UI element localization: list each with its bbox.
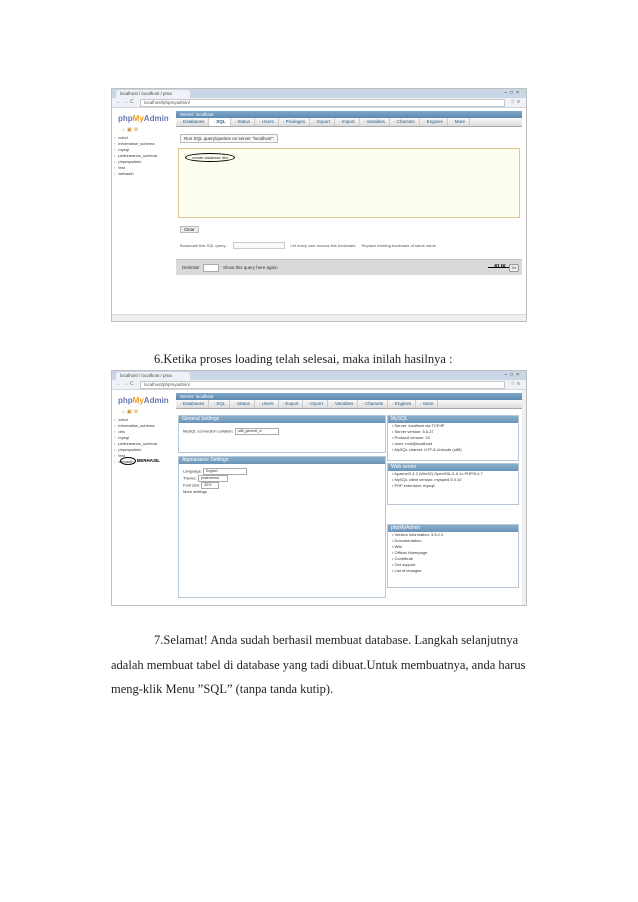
menu-tab[interactable]: ▫ Charsets: [390, 118, 420, 126]
database-item[interactable]: ▪ performance_schema: [114, 441, 176, 447]
info-item[interactable]: • Get support: [388, 562, 518, 568]
info-item: • Protocol version: 10: [388, 435, 518, 441]
info-item: • MySQL charset: UTF-8 Unicode (utf8): [388, 447, 518, 453]
general-settings-panel: [178, 415, 386, 453]
phpmyadmin-window: [112, 390, 526, 605]
menu-tab[interactable]: ▫ Variables: [360, 118, 390, 126]
berhasil-annotation: BERHASIL: [120, 457, 160, 465]
language-row: Language: English: [179, 468, 385, 475]
menu-tab[interactable]: ▫ Status: [230, 400, 255, 408]
appearance-settings-panel: [178, 456, 386, 598]
panel-title: General Settings: [179, 416, 385, 423]
database-item[interactable]: ▪ information_schema: [114, 141, 176, 147]
home-icon[interactable]: ⌂▣⚙: [122, 127, 141, 133]
database-item[interactable]: ▪ phpmyadmin: [114, 447, 176, 453]
go-button[interactable]: Go: [509, 264, 519, 272]
sql-query-text: create database dhs: [185, 153, 235, 162]
window-controls[interactable]: –□×: [504, 90, 522, 96]
main-panel: [176, 390, 522, 605]
database-item[interactable]: ▪ dhs: [114, 429, 176, 435]
menu-tab[interactable]: ▫ SQL: [209, 118, 230, 126]
menu-tab[interactable]: ▫ Import: [335, 118, 360, 126]
info-item: • Apache/2.4.3 (Win32) OpenSSL/1.0.1c PHP/5.4.7: [388, 471, 518, 477]
url-field[interactable]: localhost/phpmyadmin/: [140, 381, 505, 389]
menu-tab[interactable]: ▫ Engines: [388, 400, 416, 408]
menu-tab[interactable]: ▫ Privileges: [279, 118, 310, 126]
vertical-scrollbar[interactable]: [522, 390, 526, 605]
phpmyadmin-window: [112, 108, 526, 321]
info-item[interactable]: • Wiki: [388, 544, 518, 550]
info-item[interactable]: • Documentation: [388, 538, 518, 544]
info-item[interactable]: • Version information: 3.5.2.2: [388, 532, 518, 538]
nav-icons[interactable]: ←→C: [116, 381, 136, 387]
navigation-panel: [112, 108, 176, 321]
menu-tab[interactable]: ▫ Engines: [420, 118, 448, 126]
database-item[interactable]: ▪ webauth: [114, 459, 176, 465]
bookmark-label: Bookmark this SQL query:: [180, 243, 227, 248]
language-select[interactable]: English: [203, 468, 247, 475]
info-item: • Server version: 5.5.27: [388, 429, 518, 435]
address-bar: [112, 380, 526, 390]
menu-icon[interactable]: ☆≡: [510, 381, 522, 387]
step-6-text: 6.Ketika proses loading telah selesai, maka inilah hasilnya :: [154, 352, 453, 366]
show-query-label[interactable]: Show this query here again: [223, 265, 278, 270]
collation-select[interactable]: utf8_general_ci: [235, 428, 279, 435]
screenshot-home-page: [111, 370, 527, 606]
browser-tab-strip: [112, 89, 526, 98]
info-item: • MySQL client version: mysqlnd 5.0.10: [388, 477, 518, 483]
url-field[interactable]: localhost/phpmyadmin/: [140, 99, 505, 107]
font-size-select[interactable]: 82%: [201, 482, 219, 489]
menu-tab[interactable]: ▫ More: [416, 400, 438, 408]
menu-tab[interactable]: ▫ SQL: [209, 400, 230, 408]
top-menu: [176, 400, 522, 409]
sql-heading: Run SQL query/queries on server "localhost":: [180, 134, 278, 143]
bookmark-options: [180, 242, 522, 249]
menu-tab[interactable]: ▫ Import: [303, 400, 328, 408]
browser-tab-strip: [112, 371, 526, 380]
database-item[interactable]: ▪ phpmyadmin: [114, 159, 176, 165]
panel-title: Appearance Settings: [179, 457, 385, 464]
web-server-info-list: [388, 471, 518, 489]
database-item[interactable]: ▪ test: [114, 165, 176, 171]
step-7-line-3: meng-klik Menu ”SQL” (tanpa tanda kutip).: [111, 682, 334, 696]
menu-tab[interactable]: ▫ Charsets: [358, 400, 388, 408]
database-item[interactable]: ▪ mysql: [114, 435, 176, 441]
database-item[interactable]: ▪ cdcol: [114, 417, 176, 423]
web-server-panel: [387, 463, 519, 505]
highlight-oval: [120, 457, 136, 465]
panel-title: phpMyAdmin: [388, 525, 518, 532]
menu-tab[interactable]: ▫ More: [448, 118, 470, 126]
database-item[interactable]: ▪ mysql: [114, 147, 176, 153]
address-bar: [112, 98, 526, 108]
menu-tab[interactable]: ▫ Databases: [176, 400, 209, 408]
collation-label: MySQL connection collation:: [183, 428, 234, 434]
phpmyadmin-info-list: [388, 532, 518, 574]
main-panel: [176, 108, 522, 321]
menu-tab[interactable]: ▫ Export: [279, 400, 304, 408]
replace-checkbox-label[interactable]: Replace existing bookmark of same name: [361, 243, 436, 248]
more-settings-link[interactable]: More settings: [183, 489, 208, 494]
horizontal-scrollbar[interactable]: [112, 314, 526, 321]
nav-icons[interactable]: ←→C: [116, 99, 136, 105]
clear-button[interactable]: Clear: [180, 226, 199, 233]
phpmyadmin-logo: phpMyAdmin: [118, 114, 169, 123]
browser-tab[interactable]: localhost / localhost / pma: [116, 372, 190, 380]
step-7-line-2: adalah membuat tabel di database yang tadi dibuat.Untuk membuatnya, anda harus: [111, 658, 526, 672]
menu-tab[interactable]: ▫ Users: [255, 400, 279, 408]
arrow-icon: [488, 267, 510, 268]
menu-tab[interactable]: ▫ Users: [255, 118, 279, 126]
database-list: [114, 135, 176, 177]
menu-tab[interactable]: ▫ Variables: [328, 400, 358, 408]
query-footer: [176, 259, 522, 275]
mysql-panel: [387, 415, 519, 461]
sql-editor[interactable]: [178, 148, 520, 218]
theme-select[interactable]: pmahomme: [198, 475, 228, 482]
database-item[interactable]: ▪ webauth: [114, 171, 176, 177]
font-size-row: Font size: 82%: [179, 482, 385, 489]
database-item[interactable]: ▪ cdcol: [114, 135, 176, 141]
phpmyadmin-panel: [387, 524, 519, 588]
delimiter-label: Delimiter: [182, 265, 200, 270]
database-item[interactable]: ▪ information_schema: [114, 423, 176, 429]
menu-tab[interactable]: ▫ Databases: [176, 118, 209, 126]
info-item: • Server: localhost via TCP/IP: [388, 423, 518, 429]
menu-tab[interactable]: ▫ Export: [310, 118, 335, 126]
mysql-info-list: [388, 423, 518, 453]
info-item: • PHP extension: mysqli: [388, 483, 518, 489]
bookmark-input[interactable]: [233, 242, 285, 249]
database-item[interactable]: ▪ test: [114, 453, 176, 459]
database-item[interactable]: ▪ performance_schema: [114, 153, 176, 159]
info-item: • User: root@localhost: [388, 441, 518, 447]
home-icon[interactable]: ⌂▣⚙: [122, 409, 141, 415]
options-checkbox-label[interactable]: Let every user access this bookmark: [290, 243, 356, 248]
phpmyadmin-logo: phpMyAdmin: [118, 396, 169, 405]
navigation-panel: [112, 390, 176, 605]
menu-tab[interactable]: ▫ Status: [231, 118, 256, 126]
server-breadcrumb[interactable]: Server: localhost: [176, 393, 522, 400]
collation-row: [179, 428, 385, 435]
browser-tab[interactable]: localhost / localhost / pma: [116, 90, 190, 98]
step-7-line-1: 7.Selamat! Anda sudah berhasil membuat database. Langkah selanjutnya: [154, 633, 519, 647]
top-menu: [176, 118, 522, 127]
info-item[interactable]: • List of changes: [388, 568, 518, 574]
menu-icon[interactable]: ☆≡: [510, 99, 522, 105]
panel-title: Web server: [388, 464, 518, 471]
panel-title: MySQL: [388, 416, 518, 423]
delimiter-input[interactable]: [203, 264, 219, 272]
info-item[interactable]: • Official Homepage: [388, 550, 518, 556]
window-controls[interactable]: –□×: [504, 372, 522, 378]
info-item[interactable]: • Contribute: [388, 556, 518, 562]
screenshot-sql-page: [111, 88, 527, 322]
server-breadcrumb[interactable]: Server: localhost: [176, 111, 522, 118]
theme-row: Theme: pmahomme: [179, 475, 385, 482]
